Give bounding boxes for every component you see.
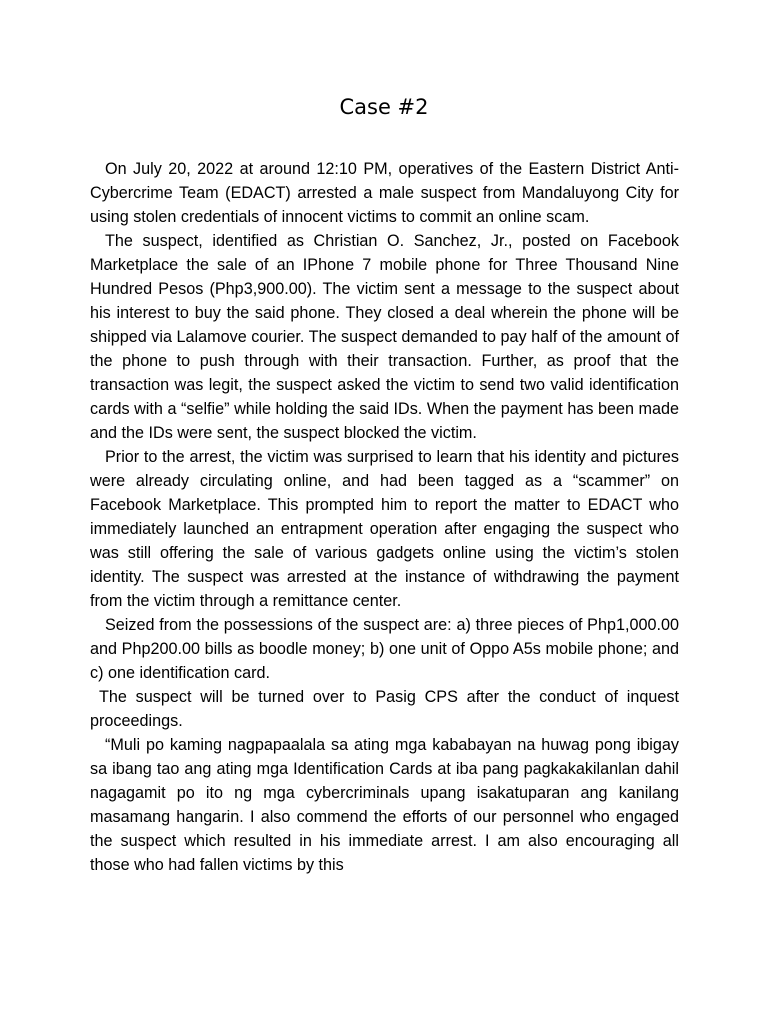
paragraph-suspect-details: The suspect, identified as Christian O. Sanchez, Jr., posted on Facebook Marketplace the sale of an IPhone 7 mobile phone for Three Thousand Nine Hundred Pesos (Php3,900.00). The victim sent a message to the suspect about his interest to buy the said phone. They closed a deal wherein the phone will be shipped via Lalamove courier. The suspect demanded to pay half of the amount of the phone to push through with their transaction. Further, as proof that the transaction was legit, the suspect asked the victim to send two valid identification cards with a “selfie” while holding the said IDs. When the payment has been made and the IDs were sent, the suspect blocked the victim. bbox=[90, 232, 679, 442]
page-title: Case #2 bbox=[339, 95, 429, 119]
paragraph-turnover: The suspect will be turned over to Pasig CPS after the conduct of inquest proceedings. bbox=[90, 688, 679, 730]
paragraph-victim-report: Prior to the arrest, the victim was surprised to learn that his identity and pictures were already circulating online, and had been tagged as a “scammer” on Facebook Marketplace. This prompted him to report the matter to EDACT who immediately launched an entrapment operation after engaging the suspect who was still offering the sale of various gadgets online using the victim’s stolen identity. The suspect was arrested at the instance of withdrawing the payment from the victim through a remittance center. bbox=[90, 448, 679, 610]
paragraph-seized-items: Seized from the possessions of the suspect are: a) three pieces of Php1,000.00 and Php200.00 bills as boodle money; b) one unit of Oppo A5s mobile phone; and c) one identification card. bbox=[90, 616, 679, 682]
paragraph-arrest-summary: On July 20, 2022 at around 12:10 PM, operatives of the Eastern District Anti-Cybercrime Team (EDACT) arrested a male suspect from Mandaluyong City for using stolen credentials of innocent victims to commit an online scam. bbox=[90, 160, 679, 226]
body-text bbox=[90, 157, 679, 877]
paragraph-statement: “Muli po kaming nagpapaalala sa ating mga kababayan na huwag pong ibigay sa ibang tao ang ating mga Identification Cards at iba pang pagkakakilanlan dahil nagagamit po ito ng mga cybercriminals upang isakatuparan ang kanilang masamang hangarin. I also commend the efforts of our personnel who engaged the suspect which resulted in his immediate arrest. I am also encouraging all those who had fallen victims by this bbox=[90, 736, 679, 874]
